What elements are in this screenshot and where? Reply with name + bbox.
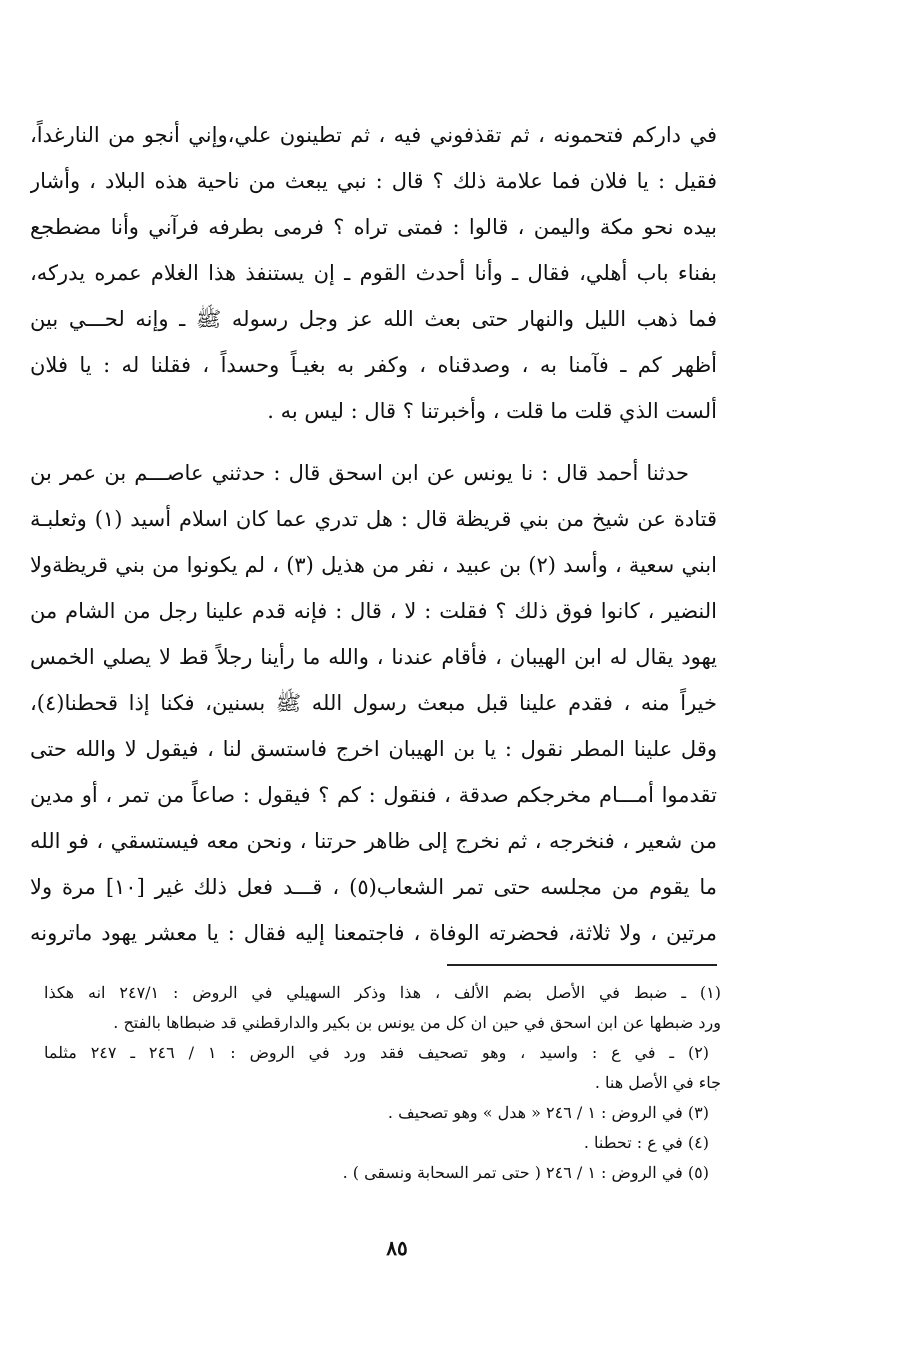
page-number: ٨٥ <box>386 1236 408 1260</box>
text-line: ما يقوم من مجلسه حتى تمر الشعاب(٥) ، قـــد فعل ذلك غير [١٠] مرة ولا <box>30 875 717 899</box>
footnote-4: (٤) في ع : تحطنا . <box>583 1133 709 1152</box>
text-line: خيراً منه ، فقدم علينا قبل مبعث رسول الله ﷺ بسنين، فكنا إذا قحطنا(٤)، <box>30 691 717 715</box>
text-line: فما ذهب الليل والنهار حتى بعث الله عز وجل رسوله ﷺ ـ وإنه لحـــي بين <box>30 307 717 331</box>
text-line: قتادة عن شيخ من بني قريظة قال : هل تدري عما كان اسلام أسيد (١) وثعلبـة <box>30 507 717 531</box>
text-line: بفناء باب أهلي، فقال ـ وأنا أحدث القوم ـ إن يستنفذ هذا الغلام عمره يدركه، <box>30 261 717 285</box>
text-line: من شعير ، فنخرجه ، ثم نخرج إلى ظاهر حرتنا ، ونحن معه فيستسقي ، فو الله <box>30 829 717 853</box>
text-line: يهود يقال له ابن الهيبان ، فأقام عندنا ، والله ما رأينا رجلاً قط لا يصلي الخمس <box>30 645 717 669</box>
footnote-5: (٥) في الروض : ١ / ٢٤٦ ( حتى تمر السحابة ونسقى ) . <box>342 1163 709 1182</box>
footnote-separator <box>447 964 717 966</box>
footnotes <box>44 978 721 1188</box>
paragraph-1 <box>30 112 717 434</box>
text-line: ابني سعية ، وأسد (٢) بن عبيد ، نفر من هذيل (٣) ، لم يكونوا من بني قريظةولا <box>30 553 717 577</box>
text-line: ألست الذي قلت ما قلت ، وأخبرتنا ؟ قال : ليس به . <box>267 399 717 423</box>
footnote-1-line: ورد ضبطها عن ابن اسحق في حين ان كل من يونس بن بكير والدارقطني قد ضبطاها بالفتح . <box>113 1013 721 1032</box>
text-line: أظهر كم ـ فآمنا به ، وصدقناه ، وكفر به بغيـاً وحسداً ، فقلنا له : يا فلان <box>30 353 717 377</box>
text-line: وقل علينا المطر نقول : يا بن الهيبان اخرج فاستسق لنا ، فيقول لا والله حتى <box>30 737 717 761</box>
text-line: تقدموا أمـــام مخرجكم صدقة ، فنقول : كم ؟ فيقول : صاعاً من تمر ، أو مدين <box>30 783 717 807</box>
footnote-2-line: (٢) ـ في ع : واسيد ، وهو تصحيف فقد ورد في الروض : ١ / ٢٤٦ ـ ٢٤٧ مثلما <box>44 1043 710 1062</box>
text-line: فقيل : يا فلان فما علامة ذلك ؟ قال : نبي يبعث من ناحية هذه البلاد ، وأشار <box>30 169 717 193</box>
paragraph-2 <box>30 450 717 956</box>
footnote-2-line: جاء في الأصل هنا . <box>594 1073 721 1092</box>
text-line: بيده نحو مكة واليمن ، قالوا : فمتى تراه ؟ فرمى بطرفه فرآني وأنا مضطجع <box>30 215 717 239</box>
footnote-3: (٣) في الروض : ١ / ٢٤٦ « هدل » وهو تصحيف . <box>387 1103 709 1122</box>
footnote-1-line: (١) ـ ضبط في الأصل بضم الألف ، هذا وذكر السهيلي في الروض : ٢٤٧/١ انه هكذا <box>44 983 721 1002</box>
text-line: مرتين ، ولا ثلاثة، فحضرته الوفاة ، فاجتمعنا إليه فقال : يا معشر يهود ماترونه <box>30 921 717 945</box>
text-line: في داركم فتحمونه ، ثم تقذفوني فيه ، ثم تطينون علي،وإني أنجو من النارغداً، <box>30 123 717 147</box>
text-line: النضير ، كانوا فوق ذلك ؟ فقلت : لا ، قال : فإنه قدم علينا رجل من الشام من <box>30 599 717 623</box>
text-line: حدثنا أحمد قال : نا يونس عن ابن اسحق قال : حدثني عاصـــم بن عمر بن <box>30 461 689 485</box>
